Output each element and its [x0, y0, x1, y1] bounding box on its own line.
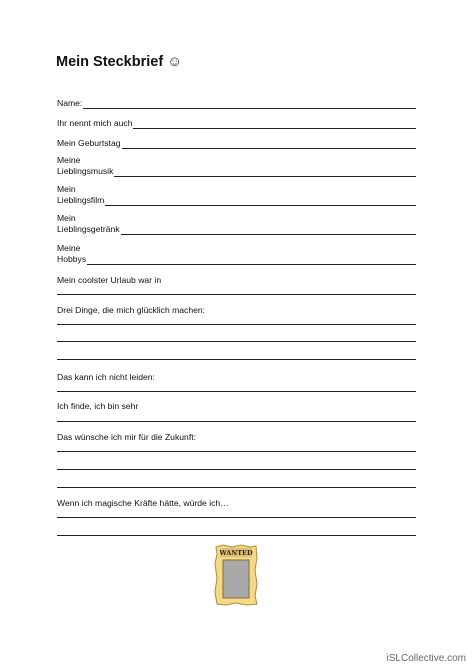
field-magic-powers-line-2[interactable]	[57, 535, 416, 536]
field-hobbys-label-line1: Meine	[57, 243, 81, 253]
field-three-things-line-3[interactable]	[57, 359, 416, 360]
field-favorite-music-label-line1: Meine	[57, 155, 81, 165]
field-i-am-very-line[interactable]	[57, 421, 416, 422]
field-cannot-stand-line[interactable]	[57, 391, 416, 392]
field-vacation-line[interactable]	[57, 294, 416, 295]
wanted-poster-label: WANTED	[219, 549, 253, 557]
field-favorite-film-line[interactable]	[105, 196, 416, 206]
field-hobbys	[57, 243, 416, 265]
field-hobbys-label-line2: Hobbys	[57, 254, 87, 264]
wanted-poster-image	[214, 544, 258, 606]
field-vacation-label: Mein coolster Urlaub war in	[57, 275, 162, 285]
field-favorite-film	[57, 184, 416, 206]
field-name-line[interactable]	[83, 99, 416, 109]
field-magic-powers-line-1[interactable]	[57, 517, 416, 518]
field-favorite-music-line[interactable]	[114, 167, 416, 177]
field-favorite-drink-label-line1: Mein	[57, 213, 76, 223]
field-future-wish-line-1[interactable]	[57, 451, 416, 452]
field-i-am-very-label: Ich finde, ich bin sehr	[57, 401, 139, 411]
field-favorite-film-label-line1: Mein	[57, 184, 76, 194]
field-cannot-stand-label: Das kann ich nicht leiden:	[57, 372, 155, 382]
field-favorite-film-label-line2: Lieblingsfilm	[57, 195, 105, 205]
field-birthday-line[interactable]	[122, 139, 416, 149]
watermark: iSLCollective.com	[386, 653, 466, 664]
wanted-poster-photo-frame	[223, 560, 249, 598]
field-favorite-drink	[57, 213, 416, 235]
field-favorite-music	[57, 155, 416, 177]
field-nickname-label: Ihr nennt mich auch	[57, 118, 133, 128]
field-favorite-drink-label-line2: Lieblingsgetränk	[57, 224, 120, 234]
field-future-wish-label: Das wünsche ich mir für die Zukunft:	[57, 432, 196, 442]
field-hobbys-line[interactable]	[87, 255, 416, 265]
field-three-things-label: Drei Dinge, die mich glücklich machen:	[57, 305, 206, 315]
field-birthday	[57, 138, 416, 149]
field-favorite-drink-line[interactable]	[121, 225, 416, 235]
field-nickname	[57, 118, 416, 129]
field-favorite-music-label-line2: Lieblingsmusik	[57, 166, 114, 176]
field-name	[57, 98, 416, 109]
field-birthday-label: Mein Geburtstag	[57, 138, 121, 148]
field-magic-powers-label: Wenn ich magische Kräfte hätte, würde ich…	[57, 498, 229, 508]
field-three-things-line-1[interactable]	[57, 324, 416, 325]
field-nickname-line[interactable]	[133, 119, 416, 129]
field-three-things-line-2[interactable]	[57, 341, 416, 342]
page-title: Mein Steckbrief ☺	[56, 54, 183, 70]
field-future-wish-line-3[interactable]	[57, 487, 416, 488]
field-name-label: Name:	[57, 98, 83, 108]
field-future-wish-line-2[interactable]	[57, 469, 416, 470]
